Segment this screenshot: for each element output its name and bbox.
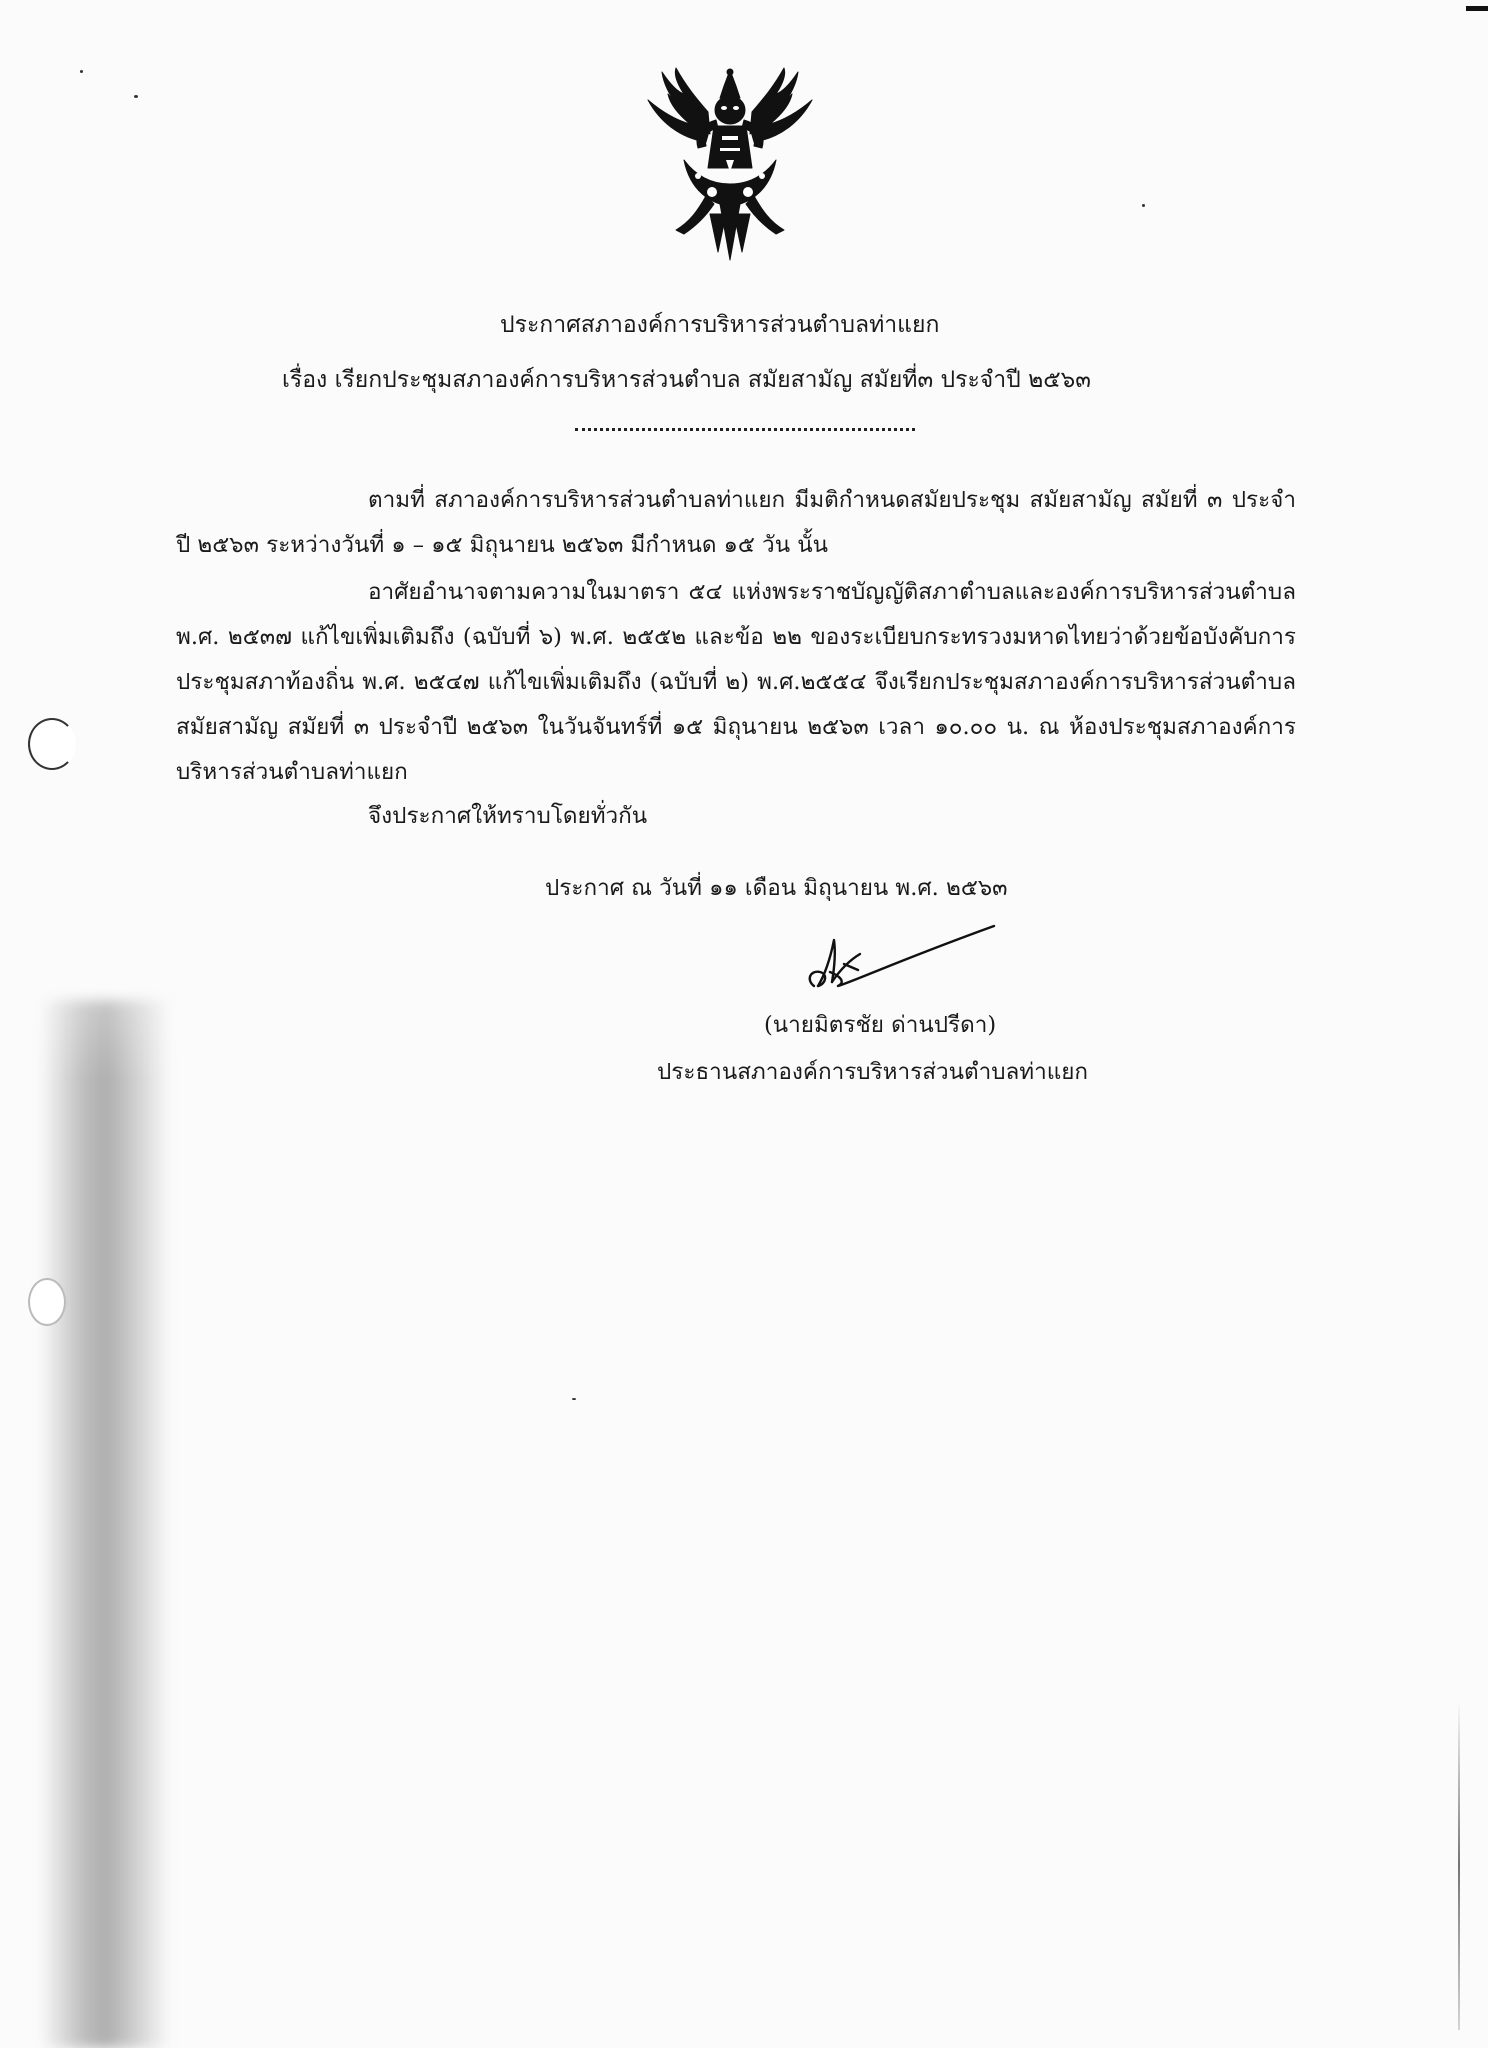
scan-speck <box>80 70 83 73</box>
announcement-subject: เรื่อง เรียกประชุมสภาองค์การบริหารส่วนตำบล สมัยสามัญ สมัยที่๓ ประจำปี ๒๕๖๓ <box>282 367 1091 393</box>
scan-edge-line <box>1458 1700 1460 2030</box>
announcement-issuer: ประกาศสภาองค์การบริหารส่วนตำบลท่าแยก <box>500 312 940 338</box>
signatory-position: ประธานสภาองค์การบริหารส่วนตำบลท่าแยก <box>657 1059 1089 1085</box>
scan-speck <box>1142 204 1145 207</box>
separator-dotted-line <box>575 428 915 431</box>
body-paragraph-1: ตามที่ สภาองค์การบริหารส่วนตำบลท่าแยก มีมติกำหนดสมัยประชุม สมัยสามัญ สมัยที่ ๓ ประจำปี ๒๕๖๓ ระหว่างวันที่ ๑ – ๑๕ มิถุนายน ๒๕๖๓ มีกำหนด ๑๕ วัน นั้น <box>176 487 1296 558</box>
scan-shadow-fade <box>0 820 190 1080</box>
scan-edge-mark <box>1466 6 1488 11</box>
body-paragraph-3: จึงประกาศให้ทราบโดยทั่วกัน <box>368 803 648 829</box>
punch-hole <box>28 1278 66 1326</box>
signatory-name: (นายมิตรชัย ด่านปรีดา) <box>764 1012 997 1038</box>
body-paragraph-2: อาศัยอำนาจตามความในมาตรา ๕๔ แห่งพระราชบัญญัติสภาตำบลและองค์การบริหารส่วนตำบล พ.ศ. ๒๕๓๗ แก้ไขเพิ่มเติมถึง (ฉบับที่ ๖) พ.ศ. ๒๕๕๒ และข้อ ๒๒ ของระเบียบกระทรวงมหาดไทยว่าด้วยข้อบังคับการประชุมสภาท้องถิ่น พ.ศ. ๒๕๔๗ แก้ไขเพิ่มเติมถึง (ฉบับที่ ๒) พ.ศ.๒๕๕๔ จึงเรียกประชุมสภาองค์การบริหารส่วนตำบล สมัยสามัญ สมัยที่ ๓ ประจำปี ๒๕๖๓ ในวันจันทร์ที่ ๑๕ มิถุนายน ๒๕๖๓ เวลา ๑๐.๐๐ น. ณ ห้องประชุมสภาองค์การบริหารส่วนตำบลท่าแยก <box>176 579 1296 785</box>
scan-speck <box>572 1398 576 1400</box>
handwritten-signature <box>800 920 1000 996</box>
scan-speck <box>134 95 138 98</box>
announcement-date: ประกาศ ณ วันที่ ๑๑ เดือน มิถุนายน พ.ศ. ๒๕๖๓ <box>545 875 1008 901</box>
punch-hole <box>28 718 76 770</box>
scan-shadow-artifact <box>40 1000 170 2048</box>
garuda-emblem-icon <box>640 64 820 264</box>
